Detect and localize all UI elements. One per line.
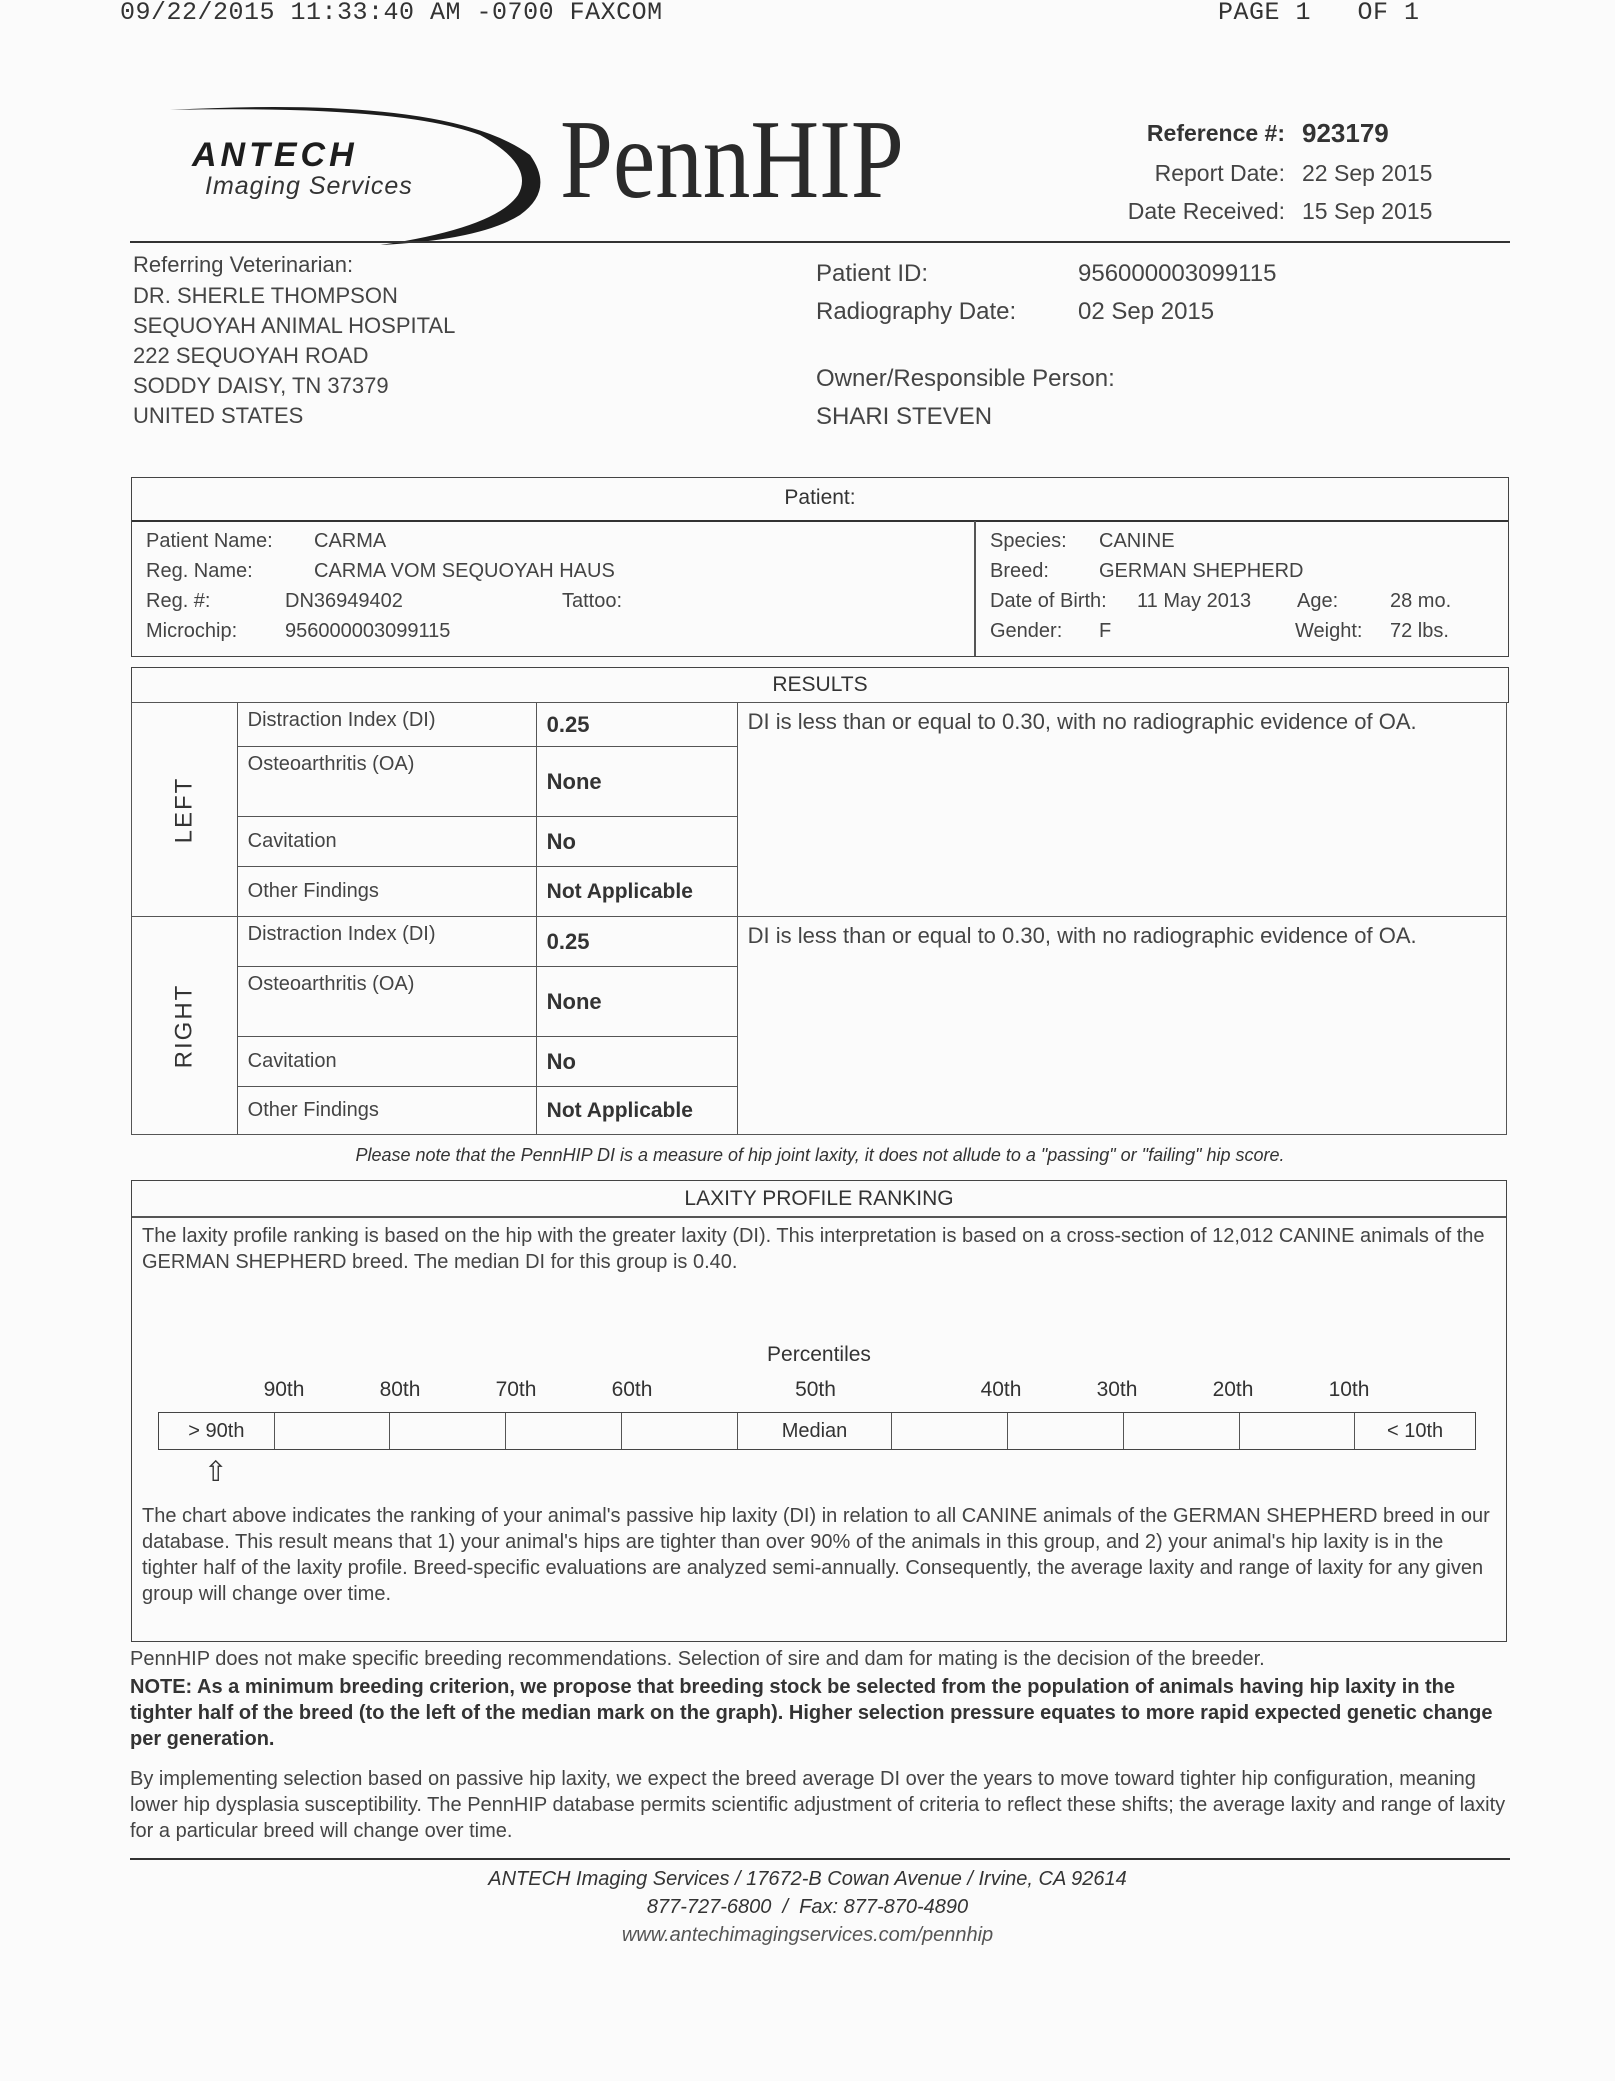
breeding-note: NOTE: As a minimum breeding criterion, we propose that breeding stock be selected from the population of animals having hip laxity in the tighter half of the breed (to the left of the median mark on the graph). Higher selection pressure equates to more rapid expected genetic change per generation. [130,1676,1493,1750]
field-value: Not Applicable [536,867,737,917]
species-value: CANINE [1099,530,1175,552]
dob-value: 11 May 2013 [1137,590,1252,612]
breed-value: GERMAN SHEPHERD [1099,560,1304,582]
age-label: Age: [1297,590,1339,612]
referring-vet-address [133,281,455,431]
field-label: Distraction Index (DI) [237,703,536,747]
field-value: 0.25 [536,917,737,967]
patient-box-title: Patient: [784,486,856,509]
field-value: Not Applicable [536,1087,737,1135]
percentile-scale [158,1412,1476,1450]
laxity-box [131,1180,1507,1642]
selection-paragraph: By implementing selection based on passive hip laxity, we expect the breed average DI over the years to move toward tighter hip configuration, meaning lower hip dysplasia susceptibility. The PennHIP database permits scientific adjustment of criteria to reflect these shifts; the average laxity and range of laxity for a particular breed will change over time. [130,1768,1506,1842]
patient-box-divider [132,520,1508,522]
results-table [131,702,1507,1135]
percentile-cell: < 10th [1387,1419,1444,1442]
breed-label: Breed: [990,560,1049,582]
field-value: 0.25 [536,703,737,747]
date-received-value: 15 Sep 2015 [1302,198,1433,224]
product-title: PennHIP [560,98,904,222]
field-value: No [536,1037,737,1087]
radiography-date-value: 02 Sep 2015 [1078,298,1215,325]
weight-value: 72 lbs. [1390,620,1449,642]
reference-label: Reference #: [1146,120,1285,146]
results-note: Please note that the PennHIP DI is a measure of hip joint laxity, it does not allude to a "passing" or "failing" hip score. [355,1145,1285,1165]
results-header [131,667,1509,703]
footer-divider [130,1858,1510,1860]
vet-country: UNITED STATES [133,403,304,428]
percentile-header: 20th [1212,1378,1254,1401]
owner-value: SHARI STEVEN [816,403,993,430]
fax-timestamp: 09/22/2015 11:33:40 AM -0700 FAXCOM [120,0,663,27]
percentile-header: 70th [495,1378,537,1401]
field-label: Osteoarthritis (OA) [237,747,536,817]
percentile-cell [1124,1413,1240,1449]
tattoo-label: Tattoo: [562,590,623,612]
percentile-cell: > 90th [159,1413,275,1449]
left-side-label: LEFT [132,703,238,917]
radiography-date-label: Radiography Date: [816,298,1017,325]
vet-street: 222 SEQUOYAH ROAD [133,343,369,368]
microchip-value: 956000003099115 [285,620,451,642]
microchip-label: Microchip: [146,620,238,642]
report-date-value: 22 Sep 2015 [1302,160,1433,186]
left-interpretation: DI is less than or equal to 0.30, with no radiographic evidence of OA. [737,703,1506,917]
footer-phone: 877-727-6800 / Fax: 877-870-4890 [646,1896,969,1918]
laxity-title: LAXITY PROFILE RANKING [684,1187,954,1210]
vet-city: SODDY DAISY, TN 37379 [133,373,389,398]
reg-number-label: Reg. #: [146,590,211,612]
header-divider [130,241,1510,243]
patient-name-value: CARMA [314,530,387,552]
footer-address: ANTECH Imaging Services / 17672-B Cowan Avenue / Irvine, CA 92614 [488,1868,1127,1890]
dob-label: Date of Birth: [990,590,1107,612]
percentile-cell [1008,1413,1124,1449]
right-side-label: RIGHT [132,917,238,1135]
patient-id-label: Patient ID: [816,260,929,287]
date-received-label: Date Received: [1127,198,1285,224]
vet-name: DR. SHERLE THOMPSON [133,283,398,308]
laxity-divider [132,1216,1506,1218]
reg-number-value: DN36949402 [285,590,403,612]
percentile-header: 50th [795,1378,836,1401]
results-title: RESULTS [772,673,868,696]
vet-hospital: SEQUOYAH ANIMAL HOSPITAL [133,313,456,338]
percentile-cell [892,1413,1008,1449]
percentile-cell [506,1413,622,1449]
field-label: Cavitation [237,817,536,867]
breeding-disclaimer: PennHIP does not make specific breeding recommendations. Selection of sire and dam for mating is the decision of the breeder. [130,1648,1265,1670]
up-arrow-icon: ⇧ [204,1456,228,1487]
percentile-header: 40th [980,1378,1022,1401]
species-label: Species: [990,530,1067,552]
field-value: None [536,967,737,1037]
percentile-header: 10th [1328,1378,1370,1401]
fax-page-number: PAGE 1 OF 1 [1218,0,1420,27]
referring-vet-label: Referring Veterinarian: [133,252,354,277]
percentile-header: 60th [611,1378,653,1401]
percentile-cell [390,1413,506,1449]
percentiles-title: Percentiles [767,1343,871,1366]
weight-label: Weight: [1295,620,1363,642]
field-label: Distraction Index (DI) [237,917,536,967]
percentile-cell [1240,1413,1356,1449]
field-label: Other Findings [237,1087,536,1135]
laxity-explanation: The chart above indicates the ranking of your animal's passive hip laxity (DI) in relation to all CANINE animals of the GERMAN SHEPHERD breed in our database. This result means that 1) your animal's hips are tighter than over 90% of the animals in this group, and 2) your animal's hip laxity is in the tighter half of the laxity profile. Breed-specific evaluations are analyzed semi-annually. Consequently, the average laxity and range of laxity for any given group will change over time. [142,1505,1490,1605]
antech-logo [150,100,560,250]
percentile-cell [622,1413,738,1449]
percentile-header: 90th [263,1378,305,1401]
logo-brand: ANTECH [192,136,358,174]
patient-name-label: Patient Name: [146,530,273,552]
field-label: Osteoarthritis (OA) [237,967,536,1037]
right-interpretation: DI is less than or equal to 0.30, with no radiographic evidence of OA. [737,917,1506,1135]
patient-box [131,477,1509,657]
footer-website[interactable]: www.antechimagingservices.com/pennhip [621,1924,994,1946]
percentile-header: 30th [1096,1378,1138,1401]
logo-subtitle: Imaging Services [205,172,413,200]
field-value: None [536,747,737,817]
table-row [132,917,1507,967]
field-value: No [536,817,737,867]
field-label: Other Findings [237,867,536,917]
reg-name-value: CARMA VOM SEQUOYAH HAUS [314,560,615,582]
report-date-label: Report Date: [1154,160,1285,186]
reg-name-label: Reg. Name: [146,560,253,582]
patient-box-column-divider [974,521,976,656]
laxity-intro: The laxity profile ranking is based on the hip with the greater laxity (DI). This interpretation is based on a cross-section of 12,012 CANINE animals of the GERMAN SHEPHERD breed. The median DI for this group is 0.40. [142,1225,1485,1273]
percentile-cell [275,1413,391,1449]
percentile-header: 80th [379,1378,421,1401]
table-row [132,703,1507,747]
percentile-cell: Median [738,1413,893,1449]
gender-value: F [1099,620,1112,642]
field-label: Cavitation [237,1037,536,1087]
age-value: 28 mo. [1390,590,1452,612]
reference-value: 923179 [1302,118,1389,148]
gender-label: Gender: [990,620,1063,642]
patient-id-value: 956000003099115 [1078,260,1277,287]
owner-label: Owner/Responsible Person: [816,365,1115,392]
